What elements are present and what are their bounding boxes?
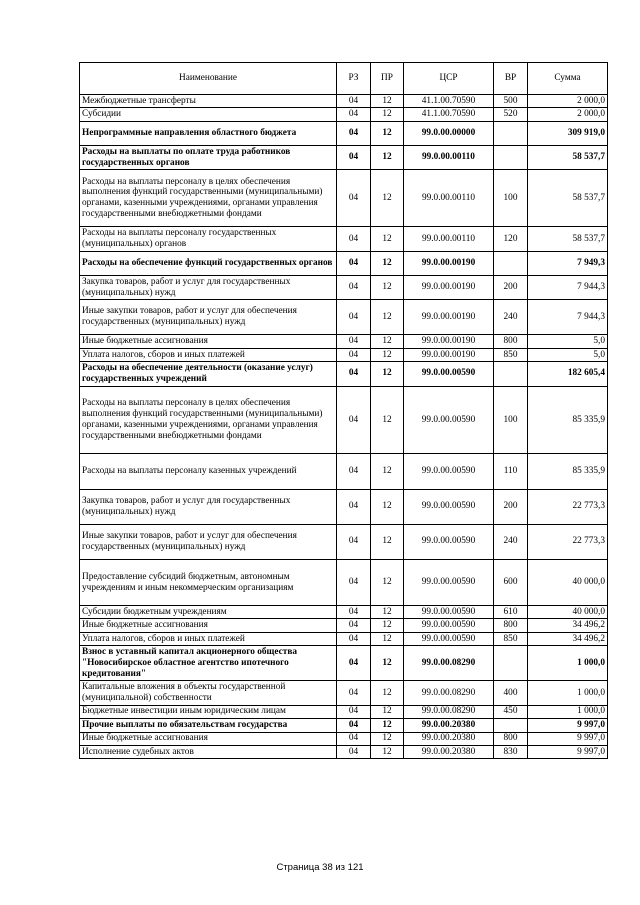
cell-rz: 04 [337,386,371,454]
cell-vr: 110 [494,454,528,489]
cell-name: Межбюджетные трансферты [80,95,337,108]
cell-name: Прочие выплаты по обязательствам государства [80,719,337,732]
cell-name: Закупка товаров, работ и услуг для государственных (муниципальных) нужд [80,489,337,524]
cell-rz: 04 [337,619,371,632]
cell-vr: 200 [494,275,528,299]
cell-vr: 600 [494,559,528,605]
table-row [80,121,608,145]
cell-name: Иные закупки товаров, работ и услуг для обеспечения государственных (муниципальных) нужд [80,524,337,559]
table-row [80,454,608,489]
cell-vr: 100 [494,170,528,227]
cell-vr: 800 [494,732,528,745]
table-row [80,489,608,524]
cell-vr: 400 [494,681,528,705]
cell-sum: 2 000,0 [528,108,608,121]
table-header-row [80,63,608,95]
cell-name: Расходы на выплаты персоналу казенных учреждений [80,454,337,489]
header-csr: ЦСР [404,63,494,95]
cell-sum: 58 537,7 [528,170,608,227]
header-vr: ВР [494,63,528,95]
cell-vr: 100 [494,386,528,454]
cell-csr: 99.0.00.20380 [404,745,494,758]
cell-sum: 1 000,0 [528,646,608,681]
cell-sum: 7 944,3 [528,275,608,299]
cell-vr [494,719,528,732]
table-row [80,719,608,732]
cell-sum: 40 000,0 [528,606,608,619]
cell-rz: 04 [337,108,371,121]
cell-csr: 99.0.00.20380 [404,719,494,732]
cell-csr: 41.1.00.70590 [404,95,494,108]
cell-csr: 99.0.00.08290 [404,681,494,705]
budget-table [79,62,608,759]
cell-pr: 12 [371,606,404,619]
header-pr: ПР [371,63,404,95]
cell-vr: 850 [494,632,528,645]
cell-csr: 99.0.00.00590 [404,454,494,489]
cell-rz: 04 [337,732,371,745]
cell-sum: 9 997,0 [528,719,608,732]
cell-rz: 04 [337,705,371,718]
table-row [80,348,608,361]
cell-pr: 12 [371,632,404,645]
cell-vr: 500 [494,95,528,108]
cell-pr: 12 [371,732,404,745]
cell-sum: 85 335,9 [528,454,608,489]
cell-rz: 04 [337,632,371,645]
cell-sum: 1 000,0 [528,705,608,718]
cell-sum: 2 000,0 [528,95,608,108]
table-row [80,681,608,705]
cell-csr: 99.0.00.00000 [404,121,494,145]
cell-rz: 04 [337,227,371,251]
table-row [80,95,608,108]
cell-sum: 7 944,3 [528,300,608,335]
table-row [80,646,608,681]
cell-name: Закупка товаров, работ и услуг для государственных (муниципальных) нужд [80,275,337,299]
cell-sum: 9 997,0 [528,745,608,758]
cell-name: Расходы на выплаты персоналу в целях обеспечения выполнения функций государственными (муниципальными) органами, казенными учреждениями, органами управления государственными внебюджетными фондами [80,170,337,227]
cell-csr: 99.0.00.00590 [404,524,494,559]
cell-sum: 5,0 [528,335,608,348]
cell-pr: 12 [371,348,404,361]
cell-vr [494,251,528,275]
table-row [80,619,608,632]
cell-vr: 520 [494,108,528,121]
cell-name: Бюджетные инвестиции иным юридическим лицам [80,705,337,718]
table-row [80,108,608,121]
cell-sum: 40 000,0 [528,559,608,605]
table-row [80,275,608,299]
cell-vr [494,146,528,170]
cell-pr: 12 [371,227,404,251]
cell-rz: 04 [337,362,371,386]
cell-sum: 34 496,2 [528,632,608,645]
cell-vr: 800 [494,335,528,348]
cell-csr: 99.0.00.08290 [404,705,494,718]
table-row [80,632,608,645]
cell-sum: 7 949,3 [528,251,608,275]
table-row [80,524,608,559]
cell-rz: 04 [337,275,371,299]
header-sum: Сумма [528,63,608,95]
page-footer: Страница 38 из 121 [276,862,364,873]
cell-sum: 58 537,7 [528,146,608,170]
cell-name: Субсидии бюджетным учреждениям [80,606,337,619]
cell-pr: 12 [371,559,404,605]
cell-csr: 99.0.00.00590 [404,632,494,645]
cell-rz: 04 [337,646,371,681]
cell-vr: 450 [494,705,528,718]
table-row [80,170,608,227]
cell-csr: 99.0.00.20380 [404,732,494,745]
cell-csr: 99.0.00.00590 [404,362,494,386]
cell-pr: 12 [371,335,404,348]
cell-rz: 04 [337,95,371,108]
cell-pr: 12 [371,681,404,705]
table-row [80,745,608,758]
cell-pr: 12 [371,646,404,681]
cell-pr: 12 [371,146,404,170]
cell-pr: 12 [371,300,404,335]
cell-pr: 12 [371,386,404,454]
cell-name: Расходы на выплаты персоналу в целях обеспечения выполнения функций государственными (муниципальными) органами, казенными учреждениями, органами управления государственными внебюджетными фондами [80,386,337,454]
cell-rz: 04 [337,559,371,605]
table-row [80,227,608,251]
cell-name: Непрограммные направления областного бюджета [80,121,337,145]
cell-pr: 12 [371,489,404,524]
cell-csr: 99.0.00.00110 [404,170,494,227]
cell-name: Расходы на выплаты персоналу государственных (муниципальных) органов [80,227,337,251]
cell-pr: 12 [371,95,404,108]
cell-csr: 99.0.00.00590 [404,559,494,605]
cell-rz: 04 [337,170,371,227]
cell-csr: 99.0.00.00110 [404,227,494,251]
cell-csr: 99.0.00.00110 [404,146,494,170]
cell-name: Уплата налогов, сборов и иных платежей [80,348,337,361]
cell-csr: 99.0.00.00190 [404,251,494,275]
cell-rz: 04 [337,681,371,705]
cell-vr [494,121,528,145]
cell-name: Субсидии [80,108,337,121]
cell-sum: 309 919,0 [528,121,608,145]
cell-rz: 04 [337,121,371,145]
cell-vr: 850 [494,348,528,361]
cell-name: Взнос в уставный капитал акционерного общества "Новосибирское областное агентство ипотечного кредитования" [80,646,337,681]
cell-rz: 04 [337,251,371,275]
cell-name: Иные закупки товаров, работ и услуг для обеспечения государственных (муниципальных) нужд [80,300,337,335]
table-row [80,300,608,335]
cell-vr: 120 [494,227,528,251]
cell-rz: 04 [337,335,371,348]
cell-rz: 04 [337,606,371,619]
cell-vr: 830 [494,745,528,758]
table-row [80,606,608,619]
cell-sum: 58 537,7 [528,227,608,251]
cell-vr: 800 [494,619,528,632]
cell-vr: 200 [494,489,528,524]
cell-rz: 04 [337,146,371,170]
cell-pr: 12 [371,108,404,121]
cell-csr: 99.0.00.00590 [404,489,494,524]
table-row [80,705,608,718]
cell-name: Иные бюджетные ассигнования [80,619,337,632]
table-row [80,559,608,605]
cell-pr: 12 [371,719,404,732]
cell-name: Расходы на выплаты по оплате труда работников государственных органов [80,146,337,170]
cell-name: Расходы на обеспечение функций государственных органов [80,251,337,275]
cell-sum: 182 605,4 [528,362,608,386]
cell-name: Уплата налогов, сборов и иных платежей [80,632,337,645]
table-row [80,146,608,170]
cell-sum: 22 773,3 [528,524,608,559]
cell-sum: 1 000,0 [528,681,608,705]
cell-csr: 99.0.00.00590 [404,606,494,619]
cell-vr [494,362,528,386]
cell-csr: 99.0.00.00190 [404,300,494,335]
cell-name: Исполнение судебных актов [80,745,337,758]
table-row [80,732,608,745]
cell-pr: 12 [371,251,404,275]
table-row [80,251,608,275]
cell-name: Капитальные вложения в объекты государственной (муниципальной) собственности [80,681,337,705]
cell-pr: 12 [371,454,404,489]
cell-csr: 41.1.00.70590 [404,108,494,121]
cell-sum: 85 335,9 [528,386,608,454]
cell-pr: 12 [371,524,404,559]
cell-csr: 99.0.00.00190 [404,335,494,348]
cell-sum: 34 496,2 [528,619,608,632]
cell-sum: 22 773,3 [528,489,608,524]
cell-csr: 99.0.00.00590 [404,619,494,632]
cell-rz: 04 [337,745,371,758]
cell-pr: 12 [371,619,404,632]
cell-rz: 04 [337,348,371,361]
cell-pr: 12 [371,275,404,299]
cell-vr [494,646,528,681]
header-rz: РЗ [337,63,371,95]
cell-name: Иные бюджетные ассигнования [80,335,337,348]
cell-csr: 99.0.00.08290 [404,646,494,681]
cell-name: Расходы на обеспечение деятельности (оказание услуг) государственных учреждений [80,362,337,386]
cell-pr: 12 [371,362,404,386]
cell-vr: 240 [494,524,528,559]
cell-vr: 240 [494,300,528,335]
cell-name: Иные бюджетные ассигнования [80,732,337,745]
table-row [80,362,608,386]
table-body [80,95,608,759]
cell-pr: 12 [371,121,404,145]
table-row [80,386,608,454]
table-row [80,335,608,348]
cell-pr: 12 [371,170,404,227]
cell-csr: 99.0.00.00190 [404,275,494,299]
cell-rz: 04 [337,524,371,559]
cell-name: Предоставление субсидий бюджетным, автономным учреждениям и иным некоммерческим организациям [80,559,337,605]
cell-rz: 04 [337,719,371,732]
cell-pr: 12 [371,705,404,718]
cell-csr: 99.0.00.00590 [404,386,494,454]
cell-rz: 04 [337,454,371,489]
cell-pr: 12 [371,745,404,758]
cell-rz: 04 [337,300,371,335]
cell-sum: 9 997,0 [528,732,608,745]
cell-csr: 99.0.00.00190 [404,348,494,361]
cell-sum: 5,0 [528,348,608,361]
header-name: Наименование [80,63,337,95]
cell-rz: 04 [337,489,371,524]
cell-vr: 610 [494,606,528,619]
